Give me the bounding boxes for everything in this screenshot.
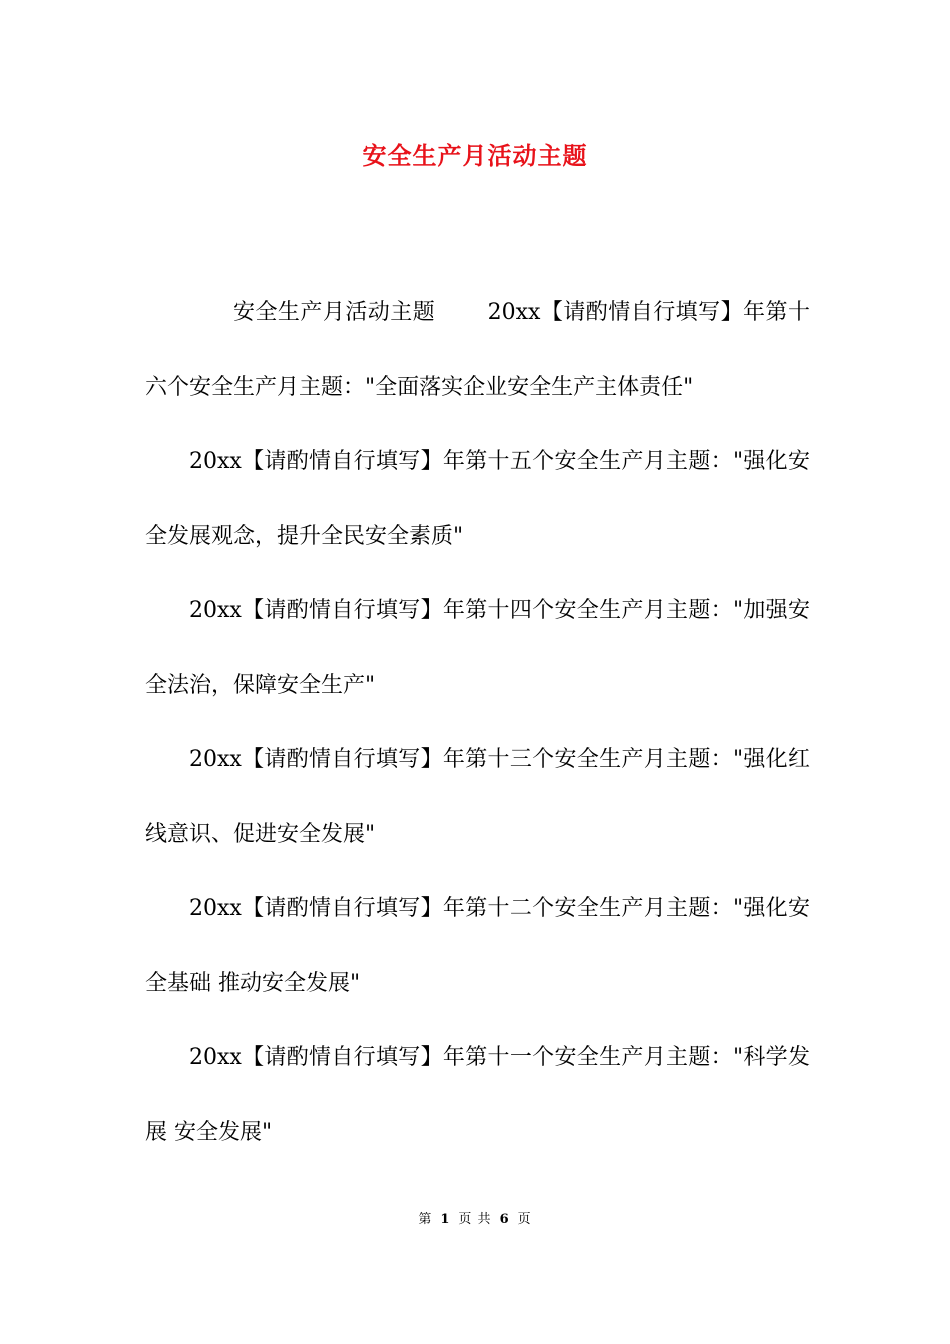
document-body	[145, 276, 810, 1170]
paragraph-14th-theme: 20xx【请酌情自行填写】年第十四个安全生产月主题："加强安全法治，保障安全生产"	[145, 598, 810, 698]
paragraph-13th-theme: 20xx【请酌情自行填写】年第十三个安全生产月主题："强化红线意识、促进安全发展"	[145, 747, 810, 847]
paragraph-15th-theme: 20xx【请酌情自行填写】年第十五个安全生产月主题："强化安全发展观念，提升全民安全素质"	[145, 449, 810, 549]
paragraph-11th-theme: 20xx【请酌情自行填写】年第十一个安全生产月主题："科学发展 安全发展"	[145, 1045, 810, 1145]
paragraph-16th-theme: 安全生产月活动主题 20xx【请酌情自行填写】年第十六个安全生产月主题："全面落实企业安全生产主体责任"	[145, 300, 810, 400]
footer-current-page: 1	[440, 1212, 451, 1227]
page-footer	[0, 1208, 950, 1227]
footer-suffix: 页	[517, 1212, 532, 1227]
document-title: 安全生产月活动主题	[362, 141, 588, 170]
footer-mid: 页 共	[458, 1212, 492, 1227]
footer-prefix: 第	[418, 1212, 433, 1227]
footer-total-pages: 6	[499, 1212, 510, 1227]
paragraph-12th-theme: 20xx【请酌情自行填写】年第十二个安全生产月主题："强化安全基础 推动安全发展"	[145, 896, 810, 996]
